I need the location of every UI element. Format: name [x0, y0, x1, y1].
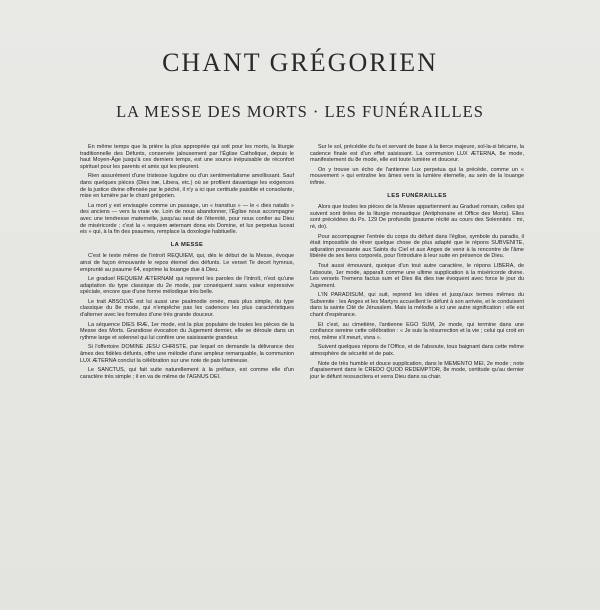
section-heading-les-funerailles: LES FUNÉRAILLES: [387, 192, 447, 199]
page-subtitle: LA MESSE DES MORTS · LES FUNÉRAILLES: [116, 102, 484, 121]
funerals-paragraph: Pour accompagner l'entrée du corps du défunt dans l'église, symbole du paradis, il était impossible de rêver quelque chose de plus adapté que le répons SUBVENITE, adjuration pressante aux Saints du Ciel et aux Anges de venir à la rencontre de l'âme libérée de ses liens corporels, pour l'introduire à leur suite en présence de Dieu.: [310, 233, 524, 260]
intro-paragraph: La mort y est envisagée comme un passage, un « transitus » — le « dies natalis » des anciens — vers la vraie vie. Loin de nous abandonner, l'Église nous accompagne avec une tendresse maternelle, jusqu'au seuil de l'éternité, pour nous confier au Dieu de miséricorde ; c'est la « requiem æternam dona eis Domine, et lux perpetua luceat eis » qui, à la fin des psaumes, remplace la doxologie habituelle.: [80, 202, 294, 236]
page-title: CHANT GRÉGORIEN: [162, 48, 438, 77]
continuation-paragraph: Sur le sol, précédée du fa et servant de base à la tierce majeure, sol-la-si bécarre, la cadence finale est d'un effet saisissant. La communion LUX ÆTERNA, 8e mode, manifestement du 8e mode, elle est toute lumière et douceur.: [310, 144, 524, 164]
funerals-paragraph: Alors que toutes les pièces de la Messe appartiennent au Graduel romain, celles qui suivent sont tirées de la liturgie monastique (Antiphonaire et Office des Morts). Elles sont précédées du Ps. 129 De profundis (psaume récité au cours des Solennités : mi, ré, do).: [310, 204, 524, 230]
funerals-paragraph: Suivent quelques répons de l'Office, et de l'absoute, tous baignant dans cette même atmosphère de sécurité et de paix.: [310, 344, 524, 358]
mass-paragraph: Le trait ABSOLVE est lui aussi une psalmodie ornée, mais plus simple, du type classique du 8e mode, qui n'empêche pas les cadences les plus caractéristiques d'alterner avec les formules d'une très grande douceur.: [80, 298, 294, 319]
continuation-paragraph: On y trouve un écho de l'antienne Lux perpetua qui la précède, comme un « mouvement » qui entraîne les âmes vers la lumière éternelle, au sein de la louange infinie.: [310, 166, 524, 186]
mass-paragraph: C'est le texte même de l'introït REQUIEM, qui, dès le début de la Messe, évoque ainsi de façon émouvante le repos éternel des défunts. Le verset Te decet hymnus, emprunté au psaume 64, exprime la louange due à Dieu.: [80, 253, 294, 273]
funerals-paragraph: Note de très humble et douce supplication, dans le MEMENTO MEI, 2e mode ; note d'apaisement dans le CREDO QUOD REDEMPTOR, 8e mode, certitude qu'au dernier jour le défunt ressuscitera et verra Dieu dans sa chair.: [310, 360, 524, 380]
mass-paragraph: Le SANCTUS, qui fait suite naturellement à la préface, est comme elle d'un caractère très simple ; il en va de même de l'AGNUS DEI.: [80, 367, 294, 380]
right-text-column: [310, 144, 524, 604]
section-heading-la-messe: LA MESSE: [170, 241, 204, 248]
funerals-paragraph: L'IN PARADISUM, qui suit, reprend les idées et jusqu'aux termes mêmes du Subvenite : les Anges et les Martyrs accueillent le défunt à son arrivée, et le conduisent dans la sainte Cité de Jérusalem. Mais la mélodie a ici une autre signification : elle est chant d'espérance.: [310, 292, 524, 319]
mass-paragraph: La séquence DIES IRÆ, 1er mode, est la plus populaire de toutes les pièces de la Messe des Morts. Grandiose évocation du Jugement dernier, elle se déroule dans un rythme large et solennel qui lui confère une saisissante grandeur.: [80, 321, 294, 341]
mass-paragraph: Si l'offertoire DOMINE JESU CHRISTE, par lequel on demande la délivrance des âmes des fidèles défunts, offre une mélodie d'une ampleur remarquable, la communion LUX ÆTERNA conclut la célébration sur une note de paix lumineuse.: [80, 344, 294, 364]
funerals-paragraph: Tout aussi émouvant, quoique d'un tout autre caractère, le répons LIBERA, de l'absoute, 1er mode, apparaît comme une ultime supplication à la miséricorde divine. Les versets Tremens factus sum et Dies illa dies iræ évoquent avec force le jour du Jugement.: [310, 262, 524, 289]
intro-paragraph: Rien assurément d'une tristesse lugubre ou d'un sentimentalisme amollissant. Sauf dans quelques pièces (Dies iræ, Libera, etc.) où se profilent davantage les exigences de la justice divine offensée par le péché, il n'y a ici que certitude paisible et consolante, mise en lumière par le chant grégorien.: [80, 173, 294, 200]
funerals-paragraph: Et c'est, au cimetière, l'antienne EGO SUM, 2e mode, qui termine dans une confiance sereine cette célébration : « Je suis la résurrection et la vie ; celui qui croit en moi, même s'il meurt, vivra ».: [310, 321, 524, 341]
intro-paragraph: En même temps que la prière la plus appropriée qui soit pour les morts, la liturgie traditionnelle des Défunts, conservée jalousement par l'Église Catholique, depuis le haut Moyen-Âge jusqu'à ces derniers temps, est une source inépuisable de réconfort spirituel pour les parents et amis qui les pleurent.: [80, 144, 294, 170]
mass-paragraph: Le graduel REQUIEM ÆTERNAM qui reprend les paroles de l'introït, n'est qu'une adaptation du type classique du 2e mode, par conséquent sans valeur expressive spéciale, encore que d'une forme mélodique très belle.: [80, 276, 294, 296]
left-text-column: [80, 144, 294, 604]
